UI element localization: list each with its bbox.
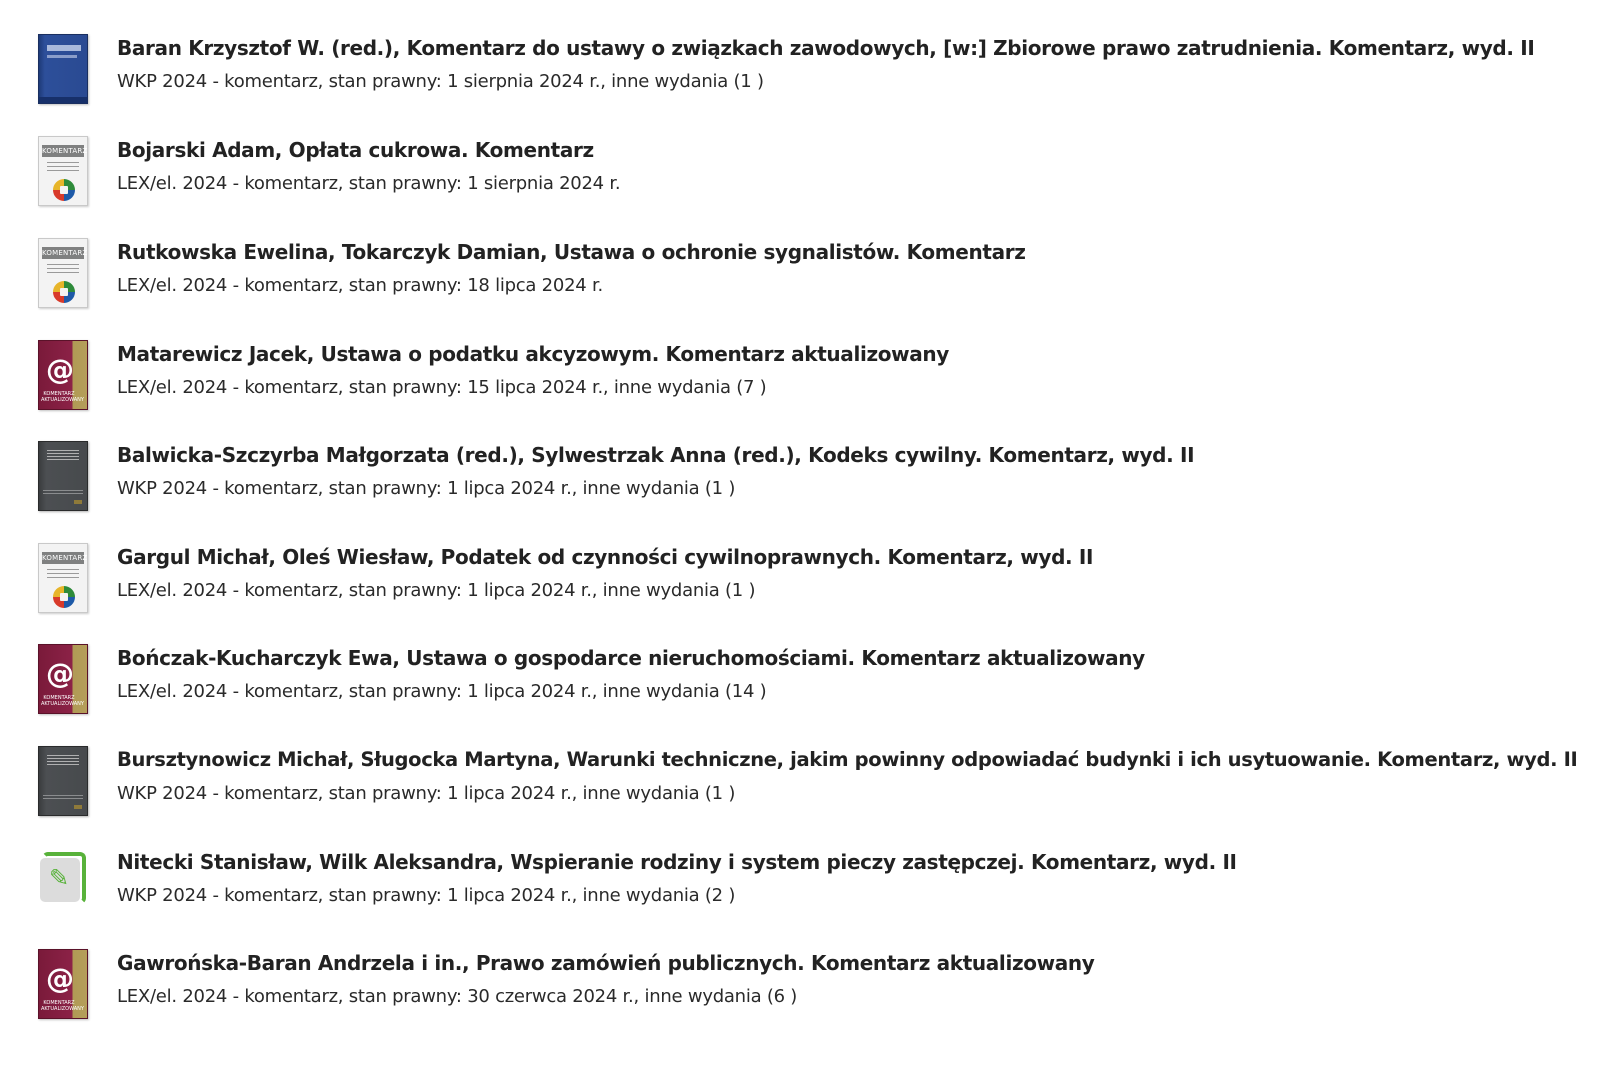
list-item	[0, 34, 1600, 114]
lex-komentarz-cover-icon[interactable]: KOMENTARZ	[38, 238, 88, 308]
gray-book-cover-icon[interactable]	[38, 441, 88, 511]
list-item	[0, 441, 1600, 521]
komentarz-aktualizowany-cover-icon[interactable]: @ KOMENTARZ AKTUALIZOWANY	[38, 340, 88, 410]
other-editions-link[interactable]: inne wydania (7 )	[613, 377, 767, 398]
result-meta: LEX/el. 2024 - komentarz, stan prawny: 1 lipca 2024 r., inne wydania (1 )	[117, 580, 756, 601]
list-item	[0, 136, 1600, 216]
result-title-link[interactable]: Baran Krzysztof W. (red.), Komentarz do ustawy o związkach zawodowych, [w:] Zbiorowe prawo zatrudnienia. Komentarz, wyd. II	[117, 36, 1535, 60]
result-title-link[interactable]: Gargul Michał, Oleś Wiesław, Podatek od czynności cywilnoprawnych. Komentarz, wyd. II	[117, 545, 1094, 569]
list-item	[0, 644, 1600, 724]
result-title-link[interactable]: Rutkowska Ewelina, Tokarczyk Damian, Ustawa o ochronie sygnalistów. Komentarz	[117, 240, 1026, 264]
result-title-link[interactable]: Matarewicz Jacek, Ustawa o podatku akcyzowym. Komentarz aktualizowany	[117, 342, 949, 366]
result-title-link[interactable]: Bursztynowicz Michał, Sługocka Martyna, Warunki techniczne, jakim powinny odpowiadać budynki i ich usytuowanie. Komentarz, wyd. II	[117, 748, 1578, 771]
other-editions-link[interactable]: inne wydania (2 )	[582, 885, 736, 906]
result-title-link[interactable]: Nitecki Stanisław, Wilk Aleksandra, Wspieranie rodziny i system pieczy zastępczej. Komentarz, wyd. II	[117, 850, 1237, 874]
result-meta: LEX/el. 2024 - komentarz, stan prawny: 18 lipca 2024 r.	[117, 275, 603, 296]
lex-komentarz-cover-icon[interactable]: KOMENTARZ	[38, 136, 88, 206]
result-meta: WKP 2024 - komentarz, stan prawny: 1 lipca 2024 r., inne wydania (1 )	[117, 478, 736, 499]
list-item	[0, 543, 1600, 623]
result-title-link[interactable]: Bojarski Adam, Opłata cukrowa. Komentarz	[117, 138, 594, 162]
result-meta: LEX/el. 2024 - komentarz, stan prawny: 30 czerwca 2024 r., inne wydania (6 )	[117, 986, 798, 1007]
list-item	[0, 238, 1600, 318]
result-title-link[interactable]: Bończak-Kucharczyk Ewa, Ustawa o gospodarce nieruchomościami. Komentarz aktualizowany	[117, 646, 1145, 670]
other-editions-link[interactable]: inne wydania (1 )	[582, 783, 736, 804]
result-meta: WKP 2024 - komentarz, stan prawny: 1 lipca 2024 r., inne wydania (1 )	[117, 783, 736, 804]
list-item	[0, 848, 1600, 928]
blue-book-cover-icon[interactable]	[38, 34, 88, 104]
result-meta: LEX/el. 2024 - komentarz, stan prawny: 15 lipca 2024 r., inne wydania (7 )	[117, 377, 767, 398]
other-editions-link[interactable]: inne wydania (1 )	[602, 580, 756, 601]
result-title-link[interactable]: Gawrońska-Baran Andrzela i in., Prawo zamówień publicznych. Komentarz aktualizowany	[117, 951, 1095, 975]
result-meta: LEX/el. 2024 - komentarz, stan prawny: 1 sierpnia 2024 r.	[117, 173, 621, 194]
list-item	[0, 949, 1600, 1029]
list-item	[0, 340, 1600, 420]
gray-book-cover-icon[interactable]	[38, 746, 88, 816]
other-editions-link[interactable]: inne wydania (1 )	[611, 71, 764, 92]
komentarz-aktualizowany-cover-icon[interactable]: @ KOMENTARZ AKTUALIZOWANY	[38, 949, 88, 1019]
other-editions-link[interactable]: inne wydania (1 )	[582, 478, 736, 499]
result-meta: WKP 2024 - komentarz, stan prawny: 1 sierpnia 2024 r., inne wydania (1 )	[117, 71, 764, 92]
other-editions-link[interactable]: inne wydania (6 )	[644, 986, 798, 1007]
result-title-link[interactable]: Balwicka-Szczyrba Małgorzata (red.), Sylwestrzak Anna (red.), Kodeks cywilny. Komentarz, wyd. II	[117, 443, 1195, 467]
other-editions-link[interactable]: inne wydania (14 )	[602, 681, 767, 702]
result-meta: LEX/el. 2024 - komentarz, stan prawny: 1 lipca 2024 r., inne wydania (14 )	[117, 681, 767, 702]
lex-komentarz-cover-icon[interactable]: KOMENTARZ	[38, 543, 88, 613]
komentarz-aktualizowany-cover-icon[interactable]: @ KOMENTARZ AKTUALIZOWANY	[38, 644, 88, 714]
result-meta: WKP 2024 - komentarz, stan prawny: 1 lipca 2024 r., inne wydania (2 )	[117, 885, 736, 906]
list-item	[0, 746, 1600, 826]
pen-document-icon[interactable]: ✎	[38, 848, 88, 918]
